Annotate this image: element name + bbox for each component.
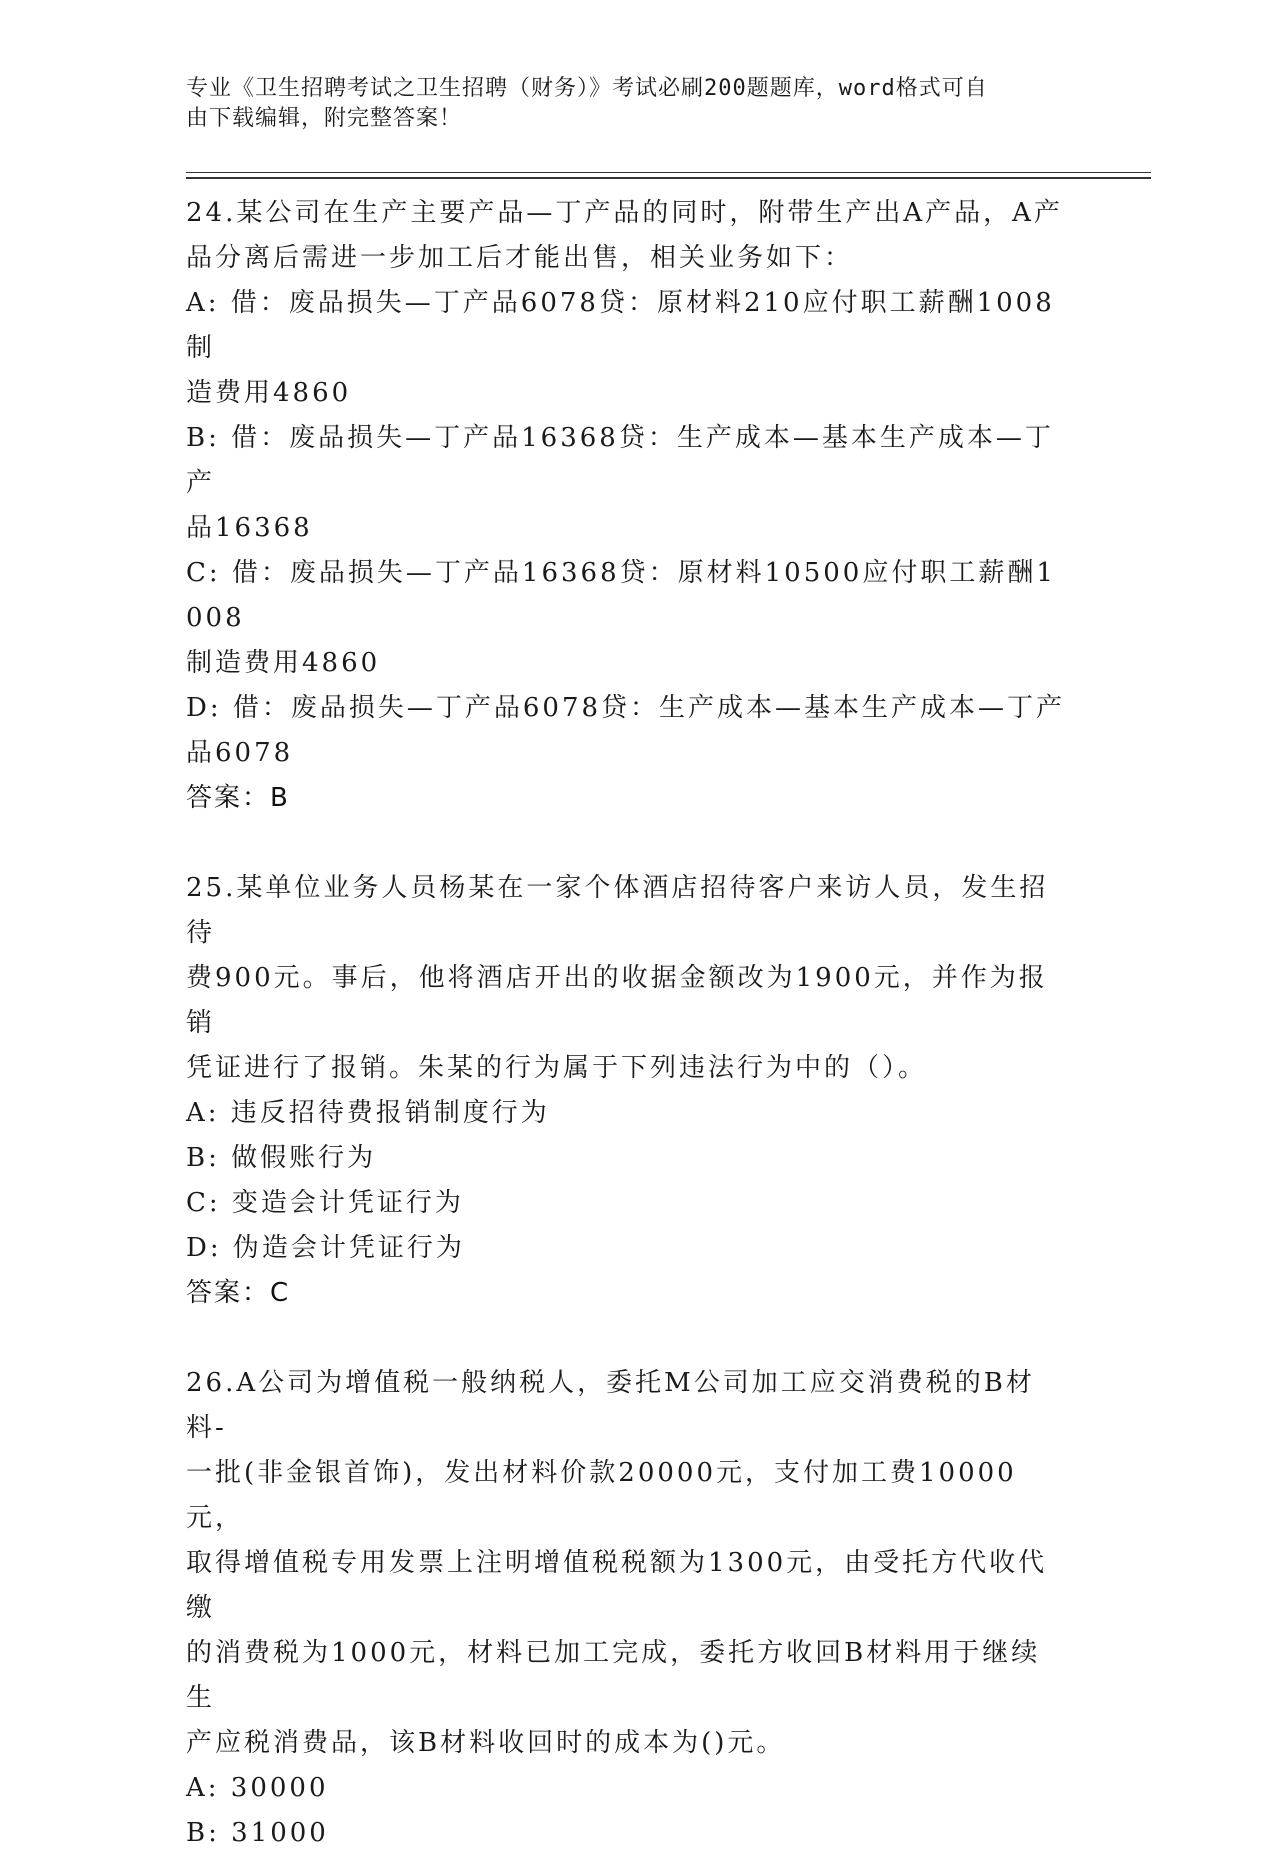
option-a: A: 违反招待费报销制度行为 — [186, 1098, 550, 1128]
answer-label: 答案：B — [186, 783, 290, 813]
question-text-line: 一批(非金银首饰)，发出材料价款20000元，支付加工费10000元， — [186, 1458, 1017, 1533]
option-c: C: 借：废品损失—丁产品16368贷：原材料10500应付职工薪酬1008 制造费用4860 — [186, 558, 1056, 678]
question-24 — [186, 191, 1066, 821]
question-text-line: 25.某单位业务人员杨某在一家个体酒店招待客户来访人员，发生招待 — [186, 873, 1049, 948]
document-header — [186, 74, 1066, 134]
option-a: A: 30000 — [186, 1773, 329, 1803]
option-d: D: 伪造会计凭证行为 — [186, 1233, 465, 1263]
question-26 — [186, 1361, 1066, 1856]
question-text-line: 取得增值税专用发票上注明增值税税额为1300元，由受托方代收代缴 — [186, 1548, 1048, 1623]
header-rule-thin — [186, 172, 1151, 173]
option-b: B: 31000 — [186, 1818, 329, 1848]
question-text-line: 24.某公司在生产主要产品—丁产品的同时，附带生产出A产品，A产 — [186, 198, 1063, 228]
answer-label: 答案：C — [186, 1278, 291, 1308]
question-text-line: 的消费税为1000元，材料已加工完成，委托方收回B材料用于继续生 — [186, 1638, 1041, 1713]
header-line-2: 由下载编辑，附完整答案！ — [186, 106, 463, 131]
option-c: C: 变造会计凭证行为 — [186, 1188, 464, 1218]
question-text-line: 费900元。事后，他将酒店开出的收据金额改为1900元，并作为报销 — [186, 963, 1048, 1038]
option-a: A: 借：废品损失—丁产品6078贷：原材料210应付职工薪酬1008制 造费用4860 — [186, 288, 1055, 408]
question-25 — [186, 866, 1066, 1316]
option-d: D: 借：废品损失—丁产品6078贷：生产成本—基本生产成本—丁产 品6078 — [186, 693, 1066, 768]
header-line-1: 专业《卫生招聘考试之卫生招聘（财务）》考试必刷200题题库，word格式可自 — [186, 76, 988, 101]
header-rule-thick — [186, 177, 1151, 179]
spacer — [186, 1316, 1066, 1361]
question-text-line: 凭证进行了报销。朱某的行为属于下列违法行为中的（）。 — [186, 1053, 928, 1083]
question-list — [186, 191, 1066, 1856]
question-text-line: 产应税消费品，该B材料收回时的成本为()元。 — [186, 1728, 786, 1758]
spacer — [186, 821, 1066, 866]
question-text-line: 品分离后需进一步加工后才能出售，相关业务如下： — [186, 243, 854, 273]
question-text-line: 26.A公司为增值税一般纳税人，委托M公司加工应交消费税的B材料- — [186, 1368, 1035, 1443]
option-b: B: 借：废品损失—丁产品16368贷：生产成本—基本生产成本—丁产 品16368 — [186, 423, 1054, 543]
option-b: B: 做假账行为 — [186, 1143, 377, 1173]
